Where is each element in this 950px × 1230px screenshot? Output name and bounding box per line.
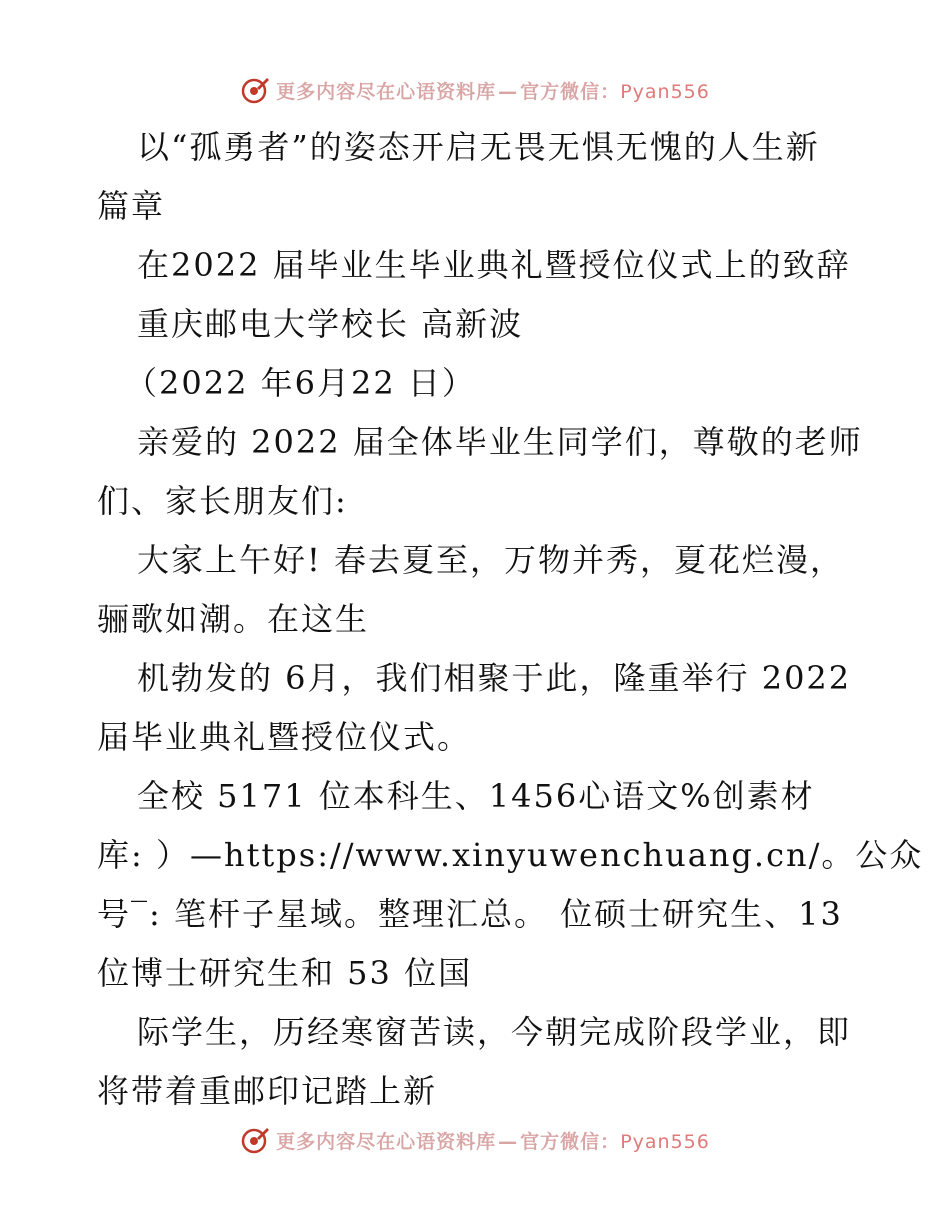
title-line-2: 篇章 bbox=[97, 187, 166, 225]
body-line: 号‾: 笔杆子星域。整理汇总。 位硕士研究生、13 bbox=[97, 895, 843, 933]
watermark-text: 更多内容尽在心语资料库 bbox=[276, 1130, 497, 1153]
body-line: 将带着重邮印记踏上新 bbox=[97, 1072, 438, 1110]
date-line: （2022 年6月22 日） bbox=[125, 364, 476, 402]
body-line: 骊歌如潮。在这生 bbox=[97, 600, 370, 638]
body-line: 们、家长朋友们: bbox=[97, 482, 348, 520]
watermark-wechat-id: Pyan556 bbox=[620, 80, 710, 103]
document-body bbox=[97, 118, 924, 1121]
title-line-1: 以“孤勇者”的姿态开启无畏无惧无愧的人生新 bbox=[137, 128, 820, 166]
body-line: 亲爱的 2022 届全体毕业生同学们，尊敬的老师 bbox=[137, 423, 863, 461]
author-line: 重庆邮电大学校长 高新波 bbox=[137, 305, 524, 343]
body-line: 位博士研究生和 53 位国 bbox=[97, 954, 473, 992]
body-line: 库: ）—https://www.xinyuwenchuang.cn/。公众 bbox=[97, 836, 924, 874]
watermark-wechat-id: Pyan556 bbox=[620, 1130, 710, 1153]
subtitle-line: 在2022 届毕业生毕业典礼暨授位仪式上的致辞 bbox=[137, 246, 851, 284]
watermark-label: 官方微信： bbox=[520, 1130, 621, 1153]
watermark-text: 更多内容尽在心语资料库 bbox=[276, 80, 497, 103]
pen-nib-circle-icon bbox=[240, 75, 270, 105]
watermark-separator: — bbox=[498, 1130, 519, 1153]
body-line: 全校 5171 位本科生、1456心语文%创素材 bbox=[137, 777, 815, 815]
body-line: 届毕业典礼暨授位仪式。 bbox=[97, 718, 472, 756]
watermark-separator: — bbox=[498, 80, 519, 103]
body-line: 机勃发的 6月，我们相聚于此，隆重举行 2022 bbox=[137, 659, 852, 697]
pen-nib-circle-icon bbox=[240, 1125, 270, 1155]
footer-watermark bbox=[0, 1120, 950, 1160]
body-line: 大家上午好! 春去夏至，万物并秀，夏花烂漫， bbox=[137, 541, 845, 579]
header-watermark bbox=[0, 70, 950, 110]
watermark-label: 官方微信： bbox=[520, 80, 621, 103]
body-line: 际学生，历经寒窗苦读，今朝完成阶段学业，即 bbox=[137, 1013, 852, 1051]
